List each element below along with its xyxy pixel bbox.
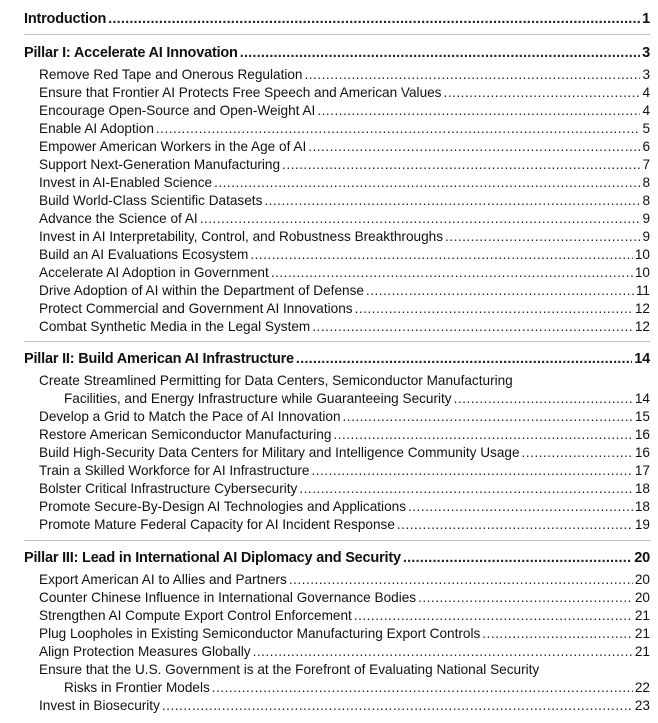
toc-page-number: 8	[642, 193, 650, 208]
toc-subentry[interactable]	[39, 426, 650, 444]
toc-subentry[interactable]	[39, 462, 650, 480]
dot-leader	[454, 390, 633, 408]
toc-entry-pillar-2[interactable]	[24, 350, 650, 368]
toc-page-number: 4	[642, 85, 650, 100]
dot-leader	[403, 549, 632, 567]
dot-leader	[311, 462, 632, 480]
dot-leader	[308, 138, 640, 156]
toc-subentry-title: Advance the Science of AI	[39, 211, 198, 226]
dot-leader	[253, 643, 633, 661]
toc-page-number: 21	[634, 644, 650, 659]
toc-page-number: 6	[642, 139, 650, 154]
dot-leader	[355, 300, 633, 318]
toc-subentry[interactable]	[39, 210, 650, 228]
section-divider	[24, 341, 650, 342]
toc-page-number: 8	[642, 175, 650, 190]
toc-subentry-title: Counter Chinese Influence in International Governance Bodies	[39, 590, 417, 605]
toc-subentry-title: Protect Commercial and Government AI Innovations	[39, 301, 353, 316]
toc-subentry[interactable]	[39, 408, 650, 426]
section-divider	[24, 540, 650, 541]
toc-subentry-title: Align Protection Measures Globally	[39, 644, 251, 659]
toc-subentry-title: Enable AI Adoption	[39, 121, 154, 136]
toc-subentry[interactable]	[39, 120, 650, 138]
toc-page-number: 20	[634, 590, 650, 605]
toc-subentry[interactable]	[39, 102, 650, 120]
toc-subentry-title: Invest in Biosecurity	[39, 698, 160, 713]
toc-page-number: 14	[634, 351, 650, 367]
toc-entry-title: Pillar III: Lead in International AI Diplomacy and Security	[24, 550, 401, 566]
dot-leader	[162, 697, 633, 715]
toc-page-number: 20	[634, 550, 650, 566]
toc-subentry-title: Build an AI Evaluations Ecosystem	[39, 247, 249, 262]
dot-leader	[304, 66, 640, 84]
toc-page-number: 22	[634, 680, 650, 695]
toc-subentry-title: Train a Skilled Workforce for AI Infrastructure	[39, 463, 310, 478]
toc-subentry-title: Export American AI to Allies and Partners	[39, 572, 287, 587]
toc-subentry[interactable]	[39, 607, 650, 625]
dot-leader	[282, 156, 640, 174]
toc-entry-title: Introduction	[24, 11, 107, 27]
toc-subentry-line-2[interactable]	[64, 390, 650, 408]
dot-leader	[214, 174, 640, 192]
dot-leader	[240, 44, 640, 62]
toc-subentry-title: Promote Mature Federal Capacity for AI Incident Response	[39, 517, 395, 532]
dot-leader	[443, 84, 640, 102]
dot-leader	[271, 264, 633, 282]
dot-leader	[317, 102, 640, 120]
dot-leader	[296, 350, 632, 368]
toc-subentry[interactable]	[39, 589, 650, 607]
dot-leader	[397, 516, 633, 534]
toc-subentry-line-1[interactable]	[39, 372, 650, 390]
toc-entry-title: Pillar II: Build American AI Infrastructure	[24, 351, 294, 367]
dot-leader	[264, 192, 640, 210]
toc-subentry-title: Strengthen AI Compute Export Control Enforcement	[39, 608, 352, 623]
toc-page-number: 10	[634, 247, 650, 262]
toc-subentry[interactable]	[39, 138, 650, 156]
toc-page-number: 7	[642, 157, 650, 172]
toc-page-number: 16	[634, 445, 650, 460]
toc-page-number: 20	[634, 572, 650, 587]
dot-leader	[312, 318, 633, 336]
toc-page-number: 12	[634, 319, 650, 334]
toc-page-number: 9	[642, 229, 650, 244]
dot-leader	[354, 607, 633, 625]
toc-page-number: 21	[634, 608, 650, 623]
dot-leader	[482, 625, 633, 643]
toc-entry-title: Pillar I: Accelerate AI Innovation	[24, 45, 238, 61]
dot-leader	[343, 408, 633, 426]
toc-page-number: 19	[634, 517, 650, 532]
toc-page-number: 16	[634, 427, 650, 442]
toc-subentry-title-continued: Risks in Frontier Models	[64, 680, 210, 695]
dot-leader	[418, 589, 633, 607]
toc-subentry[interactable]	[39, 192, 650, 210]
dot-leader	[108, 10, 640, 28]
toc-subentry-title: Build World-Class Scientific Datasets	[39, 193, 263, 208]
toc-subentry-title: Accelerate AI Adoption in Government	[39, 265, 269, 280]
toc-entry-pillar-3[interactable]	[24, 549, 650, 567]
toc-subentry-line-2[interactable]	[64, 679, 650, 697]
toc-subentry[interactable]	[39, 571, 650, 589]
toc-subentry-title: Remove Red Tape and Onerous Regulation	[39, 67, 303, 82]
toc-page-number: 21	[634, 626, 650, 641]
toc-subentry-title: Restore American Semiconductor Manufacturing	[39, 427, 332, 442]
section-divider	[24, 34, 650, 35]
toc-subentry[interactable]	[39, 643, 650, 661]
toc-subentry[interactable]	[39, 282, 650, 300]
toc-subentry-title: Build High-Security Data Centers for Military and Intelligence Community Usage	[39, 445, 520, 460]
toc-page-number: 23	[634, 698, 650, 713]
dot-leader	[250, 246, 633, 264]
toc-subentry[interactable]	[39, 228, 650, 246]
dot-leader	[156, 120, 641, 138]
toc-page-number: 9	[642, 211, 650, 226]
toc-subentry-title: Combat Synthetic Media in the Legal System	[39, 319, 311, 334]
toc-subentry[interactable]	[39, 625, 650, 643]
toc-entry-introduction[interactable]	[24, 10, 650, 28]
toc-page-number: 12	[634, 301, 650, 316]
dot-leader	[408, 498, 633, 516]
toc-subentry[interactable]	[39, 480, 650, 498]
toc-subentry[interactable]	[39, 84, 650, 102]
toc-page-number: 18	[634, 481, 650, 496]
toc-subentry[interactable]	[39, 300, 650, 318]
toc-subentry[interactable]	[39, 498, 650, 516]
toc-page-number: 3	[642, 45, 650, 61]
toc-subentry-title: Ensure that Frontier AI Protects Free Speech and American Values	[39, 85, 442, 100]
dot-leader	[212, 679, 633, 697]
dot-leader	[289, 571, 633, 589]
toc-subentry-title: Create Streamlined Permitting for Data Centers, Semiconductor Manufacturing	[39, 373, 513, 388]
toc-page-number: 1	[642, 11, 650, 27]
toc-page-number: 3	[642, 67, 650, 82]
toc-page-number: 4	[642, 103, 650, 118]
toc-subentry[interactable]	[39, 516, 650, 534]
toc-subentry[interactable]	[39, 264, 650, 282]
toc-subentry-title: Invest in AI-Enabled Science	[39, 175, 213, 190]
toc-page-number: 10	[634, 265, 650, 280]
toc-subentry[interactable]	[39, 697, 650, 715]
toc-subentry-title: Encourage Open-Source and Open-Weight AI	[39, 103, 316, 118]
toc-subentry-title: Empower American Workers in the Age of AI	[39, 139, 307, 154]
toc-subentry-title: Develop a Grid to Match the Pace of AI Innovation	[39, 409, 341, 424]
toc-page-number: 11	[635, 283, 650, 298]
toc-subentry-title: Invest in AI Interpretability, Control, and Robustness Breakthroughs	[39, 229, 444, 244]
dot-leader	[522, 444, 633, 462]
toc-subentry[interactable]	[39, 444, 650, 462]
dot-leader	[200, 210, 641, 228]
toc-subentry-title: Promote Secure-By-Design AI Technologies and Applications	[39, 499, 406, 514]
toc-page-number: 18	[634, 499, 650, 514]
toc-page-number: 15	[634, 409, 650, 424]
toc-subentry-title-continued: Facilities, and Energy Infrastructure while Guaranteeing Security	[64, 391, 452, 406]
dot-leader	[445, 228, 640, 246]
toc-page-number: 17	[634, 463, 650, 478]
toc-subentry-title: Bolster Critical Infrastructure Cybersecurity	[39, 481, 298, 496]
toc-subentry-line-1[interactable]	[39, 661, 650, 679]
toc-subentry-title: Drive Adoption of AI within the Department of Defense	[39, 283, 364, 298]
toc-subentry[interactable]	[39, 246, 650, 264]
dot-leader	[299, 480, 633, 498]
toc-page-number: 14	[634, 391, 650, 406]
toc-subentry-title: Support Next-Generation Manufacturing	[39, 157, 281, 172]
toc-subentry[interactable]	[39, 156, 650, 174]
toc-entry-pillar-1[interactable]	[24, 44, 650, 62]
toc-subentry-title: Plug Loopholes in Existing Semiconductor Manufacturing Export Controls	[39, 626, 481, 641]
toc-page-number: 5	[642, 121, 650, 136]
toc-subentry[interactable]	[39, 66, 650, 84]
toc-subentry-title: Ensure that the U.S. Government is at the Forefront of Evaluating National Security	[39, 662, 540, 677]
dot-leader	[333, 426, 632, 444]
toc-subentry[interactable]	[39, 174, 650, 192]
toc-subentry[interactable]	[39, 318, 650, 336]
dot-leader	[366, 282, 634, 300]
